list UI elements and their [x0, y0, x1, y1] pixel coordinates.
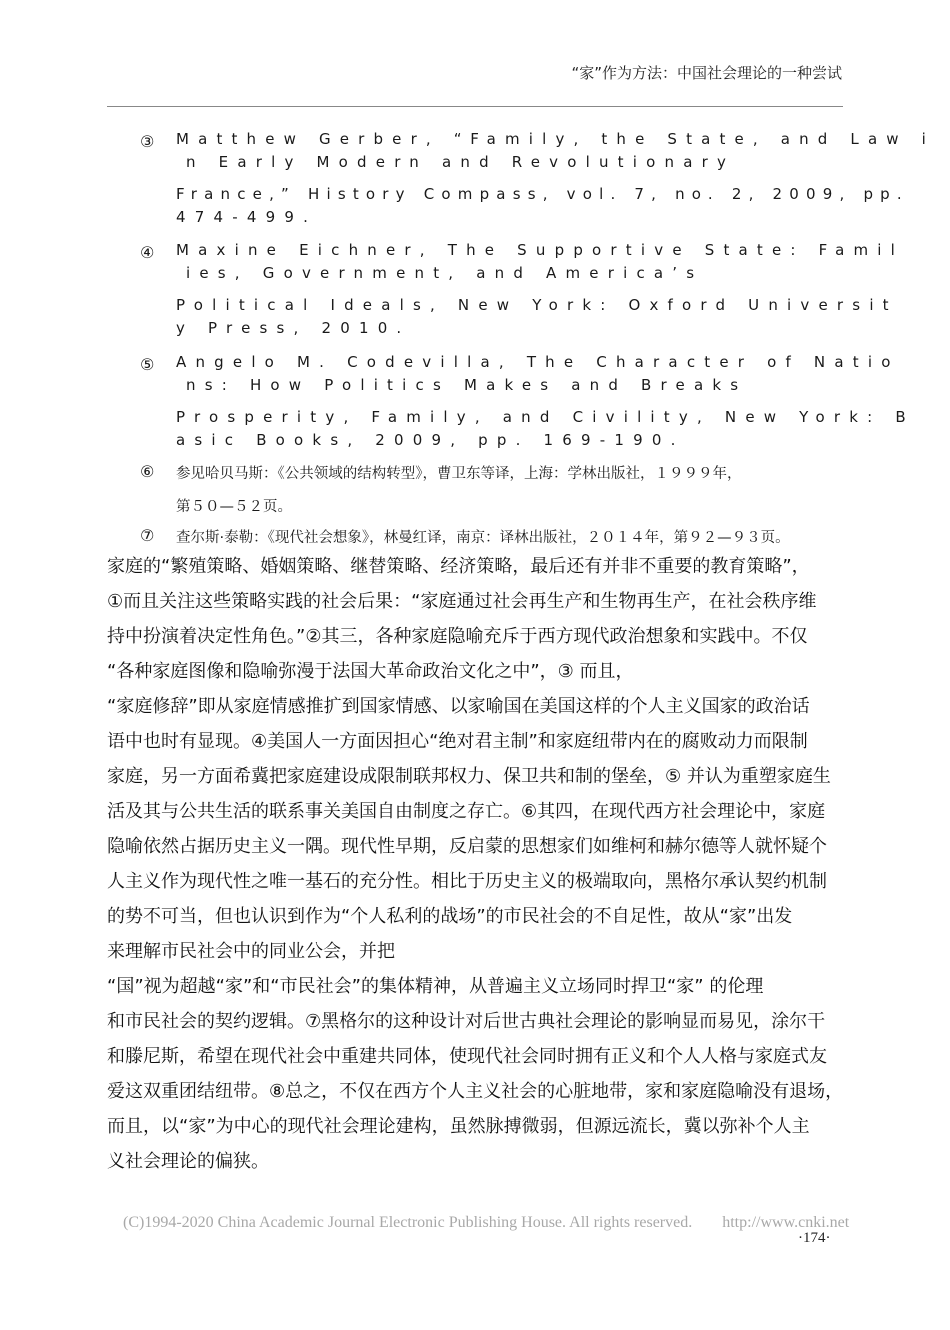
footnote-line: y Press, 2010. [176, 319, 411, 337]
footnote-line: ies, Government, and America’s [186, 264, 704, 282]
body-line: 爱这双重团结纽带。⑧总之，不仅在西方个人主义社会的心脏地带，家和家庭隐喻没有退场， [107, 1081, 844, 1102]
footnote-line: 参见哈贝马斯：《公共领域的结构转型》，曹卫东等译，上海：学林出版社，１９９９年， [176, 466, 742, 482]
body-line: 持中扮演着决定性角色。”②其三，各种家庭隐喻充斥于西方现代政治想象和实践中。不仅 [107, 626, 808, 647]
footnote-number: ⑥ [140, 462, 155, 481]
body-line: 人主义作为现代性之唯一基石的充分性。相比于历史主义的极端取向，黑格尔承认契约机制 [107, 871, 827, 892]
cnki-url: http://www.cnki.net [722, 1214, 850, 1231]
footnote-line: France,” History Compass, vol. 7, no. 2, 2009, pp. [176, 185, 909, 203]
footnote-number: ⑦ [140, 526, 155, 545]
footnote-number: ③ [140, 132, 155, 151]
body-line: ①而且关注这些策略实践的社会后果：“家庭通过社会再生产和生物再生产，在社会秩序维 [107, 591, 817, 612]
body-line: 家庭的“繁殖策略、婚姻策略、继替策略、经济策略，最后还有并非不重要的教育策略”， [107, 556, 810, 577]
footnote-line: Angelo M. Codevilla, The Character of Natio [176, 353, 900, 371]
footnote-6 [140, 462, 865, 522]
body-paragraph [107, 549, 852, 1179]
footnote-line: Matthew Gerber, “Family, the State, and Law i [176, 130, 935, 148]
body-line: 隐喻依然占据历史主义一隅。现代性早期，反启蒙的思想家们如维柯和赫尔德等人就怀疑个 [107, 836, 827, 857]
page-number: ·174· [798, 1230, 831, 1246]
body-line: 活及其与公共生活的联系事关美国自由制度之存亡。⑥其四，在现代西方社会理论中，家庭 [107, 801, 826, 822]
footnote-line: Political Ideals, New York: Oxford Universit [176, 296, 898, 314]
body-line: 义社会理论的偏狭。 [107, 1151, 269, 1172]
body-line: 语中也时有显现。④美国人一方面因担心“绝对君主制”和家庭纽带内在的腐败动力而限制 [107, 731, 808, 752]
header-divider [107, 106, 843, 107]
running-header-title: “家”作为方法：中国社会理论的一种尝试 [571, 64, 842, 82]
body-line: 家庭，另一方面希冀把家庭建设成限制联邦权力、保卫共和制的堡垒，⑤ 并认为重塑家庭生 [107, 766, 831, 787]
body-line: 的势不可当，但也认识到作为“个人私利的战场”的市民社会的不自足性，故从“家”出发 [107, 906, 793, 927]
body-line: 和市民社会的契约逻辑。⑦黑格尔的这种设计对后世古典社会理论的影响显而易见，涂尔干 [107, 1011, 826, 1032]
body-line: “国”视为超越“家”和“市民社会”的集体精神，从普遍主义立场同时捍卫“家” 的伦理 [107, 976, 764, 997]
footnote-line: ns: How Politics Makes and Breaks [186, 376, 748, 394]
footnote-line: 第５０—５２页。 [176, 499, 292, 515]
footnote-line: 查尔斯·泰勒：《现代社会想象》，林曼红译，南京：译林出版社，２０１４年，第９２—９３页。 [176, 530, 790, 546]
body-line: 和滕尼斯，希望在现代社会中重建共同体，使现代社会同时拥有正义和个人人格与家庭式友 [107, 1046, 827, 1067]
footnote-7 [140, 526, 865, 550]
footnote-line: 474-499. [176, 208, 318, 226]
footnote-4 [140, 241, 905, 341]
footnote-line: Maxine Eichner, The Supportive State: Famil [176, 241, 905, 259]
footnote-number: ⑤ [140, 355, 155, 374]
copyright-notice: (C)1994-2020 China Academic Journal Electronic Publishing House. All rights reserved. [123, 1214, 693, 1231]
footnote-line: Prosperity, Family, and Civility, New York: B [176, 408, 915, 426]
body-line: 来理解市民社会中的同业公会，并把 [107, 941, 395, 962]
footnote-line: asic Books, 2009, pp. 169-190. [176, 431, 685, 449]
body-line: “各种家庭图像和隐喻弥漫于法国大革命政治文化之中”，③ 而且， [107, 661, 634, 682]
body-line: “家庭修辞”即从家庭情感推扩到国家情感、以家喻国在美国这样的个人主义国家的政治话 [107, 696, 810, 717]
footnote-3 [140, 130, 935, 230]
body-line: 而且，以“家”为中心的现代社会理论建构，虽然脉搏微弱，但源远流长，冀以弥补个人主 [107, 1116, 810, 1137]
copyright-watermark [123, 1214, 849, 1232]
footnote-number: ④ [140, 243, 155, 262]
footnote-line: n Early Modern and Revolutionary [186, 153, 736, 171]
footnote-5 [140, 353, 915, 453]
